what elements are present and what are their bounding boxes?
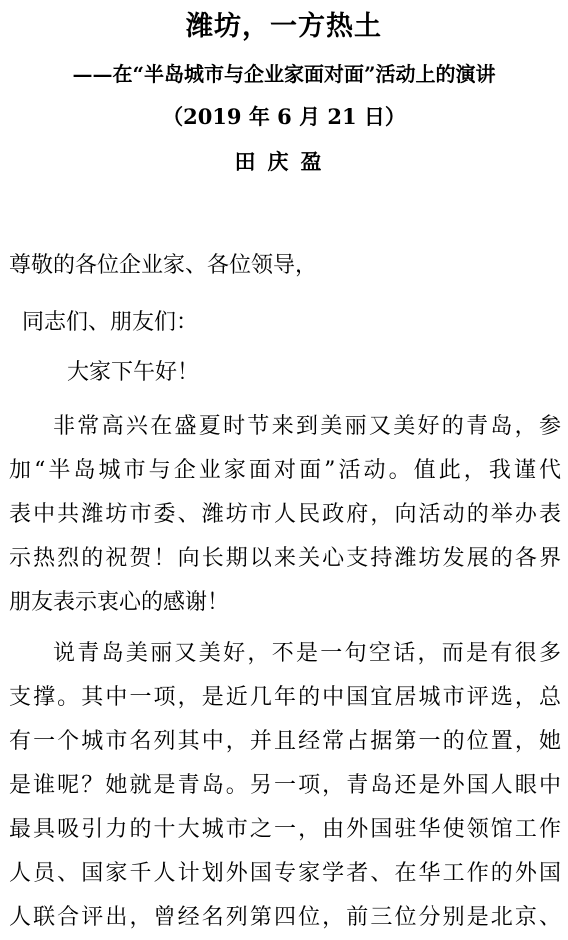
salutation-line-1: 尊敬的各位企业家、各位领导， [9,253,318,278]
speech-date: （2019 年 6 月 21 日） [162,104,406,129]
paragraph-line: 有一个城市名列其中，并且经常占据第一的位置，她 [9,729,561,754]
paragraph-line: 是谁呢？她就是青岛。另一项，青岛还是外国人眼中 [9,773,561,798]
paragraph-line: 表中共潍坊市委、潍坊市人民政府，向活动的举办表 [9,502,561,527]
paragraph-2 [9,632,561,940]
document-subtitle: ——在“半岛城市与企业家面对面”活动上的演讲 [72,62,496,86]
paragraph-line: 最具吸引力的十大城市之一，由外国驻华使领馆工作 [9,817,561,842]
paragraph-line: 加“半岛城市与企业家面对面”活动。值此，我谨代 [9,458,561,483]
paragraph-line: 朋友表示衷心的感谢！ [9,590,230,615]
paragraph-line: 示热烈的祝贺！向长期以来关心支持潍坊发展的各界 [9,546,561,571]
paragraph-line: 非常高兴在盛夏时节来到美丽又美好的青岛，参 [53,414,561,439]
paragraph-line: 支撑。其中一项，是近几年的中国宜居城市评选，总 [9,685,561,710]
document-title: 潍坊，一方热土 [186,11,382,42]
salutation-line-2: 同志们、朋友们： [22,310,199,335]
paragraph-1 [9,405,561,625]
paragraph-line: 人联合评出，曾经名列第四位，前三位分别是北京、 [9,905,561,930]
paragraph-line: 说青岛美丽又美好，不是一句空话，而是有很多 [53,641,561,666]
paragraph-line: 人员、国家千人计划外国专家学者、在华工作的外国 [9,861,561,886]
speaker-name: 田庆盈 [234,149,334,174]
salutation-line-3: 大家下午好！ [67,360,200,385]
